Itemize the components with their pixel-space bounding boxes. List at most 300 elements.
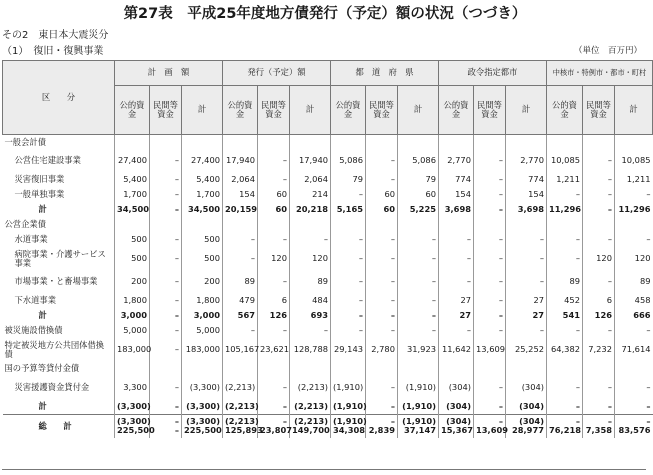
table-cell: –	[366, 150, 398, 173]
table-cell: 1,800	[182, 294, 223, 309]
table-cell	[615, 362, 653, 377]
cell-line-2: 37,147	[403, 425, 436, 436]
row-label: 災害復旧事業	[14, 174, 65, 185]
table-cell: –	[223, 233, 258, 248]
table-cell: 89	[547, 271, 583, 294]
table-cell: 25,252	[506, 339, 547, 362]
table-cell: –	[398, 271, 439, 294]
table-cell	[547, 218, 583, 233]
table-cell: –	[506, 233, 547, 248]
table-cell: 500	[115, 248, 150, 271]
row-label: 一般単独事業	[14, 189, 65, 200]
table-cell: 27,400	[182, 150, 223, 173]
table-cell: (2,213)	[290, 400, 331, 415]
row-label: 一般会計債	[4, 136, 46, 147]
table-cell	[258, 362, 290, 377]
table-cell	[474, 362, 506, 377]
table-cell	[506, 218, 547, 233]
header-todofuken: 都 道 府 県	[331, 61, 439, 86]
table-cell: 27	[439, 309, 474, 324]
table-cell: –	[258, 377, 290, 400]
table-cell	[331, 415, 366, 438]
table-cell: –	[258, 400, 290, 415]
table-cell: 6	[258, 294, 290, 309]
table-row	[3, 188, 653, 203]
table-cell: 17,940	[223, 150, 258, 173]
table-cell: 774	[506, 173, 547, 188]
table-cell: 34,500	[115, 203, 150, 218]
table-row	[3, 233, 653, 248]
table-cell: –	[366, 324, 398, 339]
table-cell: –	[150, 294, 182, 309]
table-row	[3, 362, 653, 377]
table-cell	[439, 218, 474, 233]
table-cell	[331, 218, 366, 233]
table-cell: –	[398, 233, 439, 248]
table-cell: –	[474, 324, 506, 339]
table-row	[3, 203, 653, 218]
table-cell	[223, 362, 258, 377]
table-cell: –	[439, 324, 474, 339]
table-cell: 20,159	[223, 203, 258, 218]
subheader-koteki: 公的資金	[331, 86, 366, 135]
header-keikaku: 計 画 額	[115, 61, 223, 86]
subheader-koteki: 公的資金	[223, 86, 258, 135]
unit-label: （単位 百万円）	[573, 46, 642, 56]
table-cell: 154	[506, 188, 547, 203]
table-cell: 6	[583, 294, 615, 309]
subheader-minkan: 民間等資金	[583, 86, 615, 135]
table-cell: 3,000	[115, 309, 150, 324]
table-row	[3, 248, 653, 271]
table-cell: 71,614	[615, 339, 653, 362]
table-cell: 10,085	[547, 150, 583, 173]
table-cell: 1,800	[115, 294, 150, 309]
subheader-kei: 計	[398, 86, 439, 135]
subheader-koteki: 公的資金	[439, 86, 474, 135]
table-row	[3, 339, 653, 362]
table-row	[3, 173, 653, 188]
table-cell	[439, 362, 474, 377]
table-cell: –	[366, 271, 398, 294]
table-cell: –	[331, 188, 366, 203]
table-cell: –	[331, 294, 366, 309]
table-cell	[258, 218, 290, 233]
table-cell	[258, 415, 293, 438]
table-cell	[506, 362, 547, 377]
subheader-kei: 計	[506, 86, 547, 135]
table-cell: (2,213)	[223, 377, 258, 400]
table-cell: 1,211	[615, 173, 653, 188]
table-cell: –	[258, 150, 290, 173]
table-cell: 60	[258, 188, 290, 203]
table-cell	[182, 415, 223, 438]
row-label: 被災施設借換債	[4, 325, 63, 336]
table-cell: 1,700	[182, 188, 223, 203]
table-cell	[290, 415, 331, 438]
table-cell: 5,400	[182, 173, 223, 188]
table-cell: 79	[398, 173, 439, 188]
table-cell: –	[615, 188, 653, 203]
table-cell: 3,698	[439, 203, 474, 218]
table-cell	[398, 135, 439, 150]
table-cell: –	[150, 150, 182, 173]
table-cell	[290, 135, 331, 150]
header-kubun: 区 分	[3, 61, 115, 135]
table-cell: –	[474, 173, 506, 188]
cell-line-1: –	[498, 416, 503, 427]
table-cell: 60	[366, 203, 398, 218]
cell-line-2: 34,308	[333, 425, 366, 436]
table-cell: –	[615, 377, 653, 400]
table-cell: 541	[547, 309, 583, 324]
row-label: 総 計	[38, 420, 72, 431]
table-cell: –	[439, 233, 474, 248]
cell-line-2: 149,700	[292, 425, 330, 436]
table-cell	[547, 415, 583, 438]
table-cell: 60	[398, 188, 439, 203]
cell-line-1: (1,910)	[402, 416, 436, 427]
table-cell: –	[258, 233, 290, 248]
subheader-kei: 計	[290, 86, 331, 135]
table-cell: 183,000	[182, 339, 223, 362]
table-cell: –	[150, 248, 182, 271]
subheader-minkan: 民間等資金	[258, 86, 290, 135]
table-cell: –	[474, 150, 506, 173]
table-title: 第27表 平成25年度地方債発行（予定）額の状況（つづき）	[123, 6, 527, 22]
table-cell: –	[290, 324, 331, 339]
table-cell	[115, 362, 150, 377]
table-cell: –	[439, 271, 474, 294]
table-cell: –	[547, 233, 583, 248]
table-cell: –	[366, 377, 398, 400]
table-cell: –	[223, 248, 258, 271]
table-cell: 79	[331, 173, 366, 188]
table-cell: (1,910)	[398, 377, 439, 400]
table-cell: –	[223, 324, 258, 339]
table-cell: –	[506, 248, 547, 271]
table-cell: –	[547, 400, 583, 415]
table-cell: 5,225	[398, 203, 439, 218]
table-cell: –	[366, 400, 398, 415]
table-cell	[150, 218, 182, 233]
cell-line-1: (1,910)	[333, 416, 367, 427]
cell-line-1: –	[282, 416, 287, 427]
cell-line-2: 125,893	[225, 425, 263, 436]
table-cell: 693	[290, 309, 331, 324]
table-cell: 11,642	[439, 339, 474, 362]
table-row	[3, 135, 653, 150]
table-cell: (3,300)	[115, 400, 150, 415]
subheader-koteki: 公的資金	[547, 86, 583, 135]
table-cell	[366, 415, 398, 438]
table-cell: 5,000	[182, 324, 223, 339]
table-cell: –	[331, 271, 366, 294]
table-cell: –	[150, 173, 182, 188]
section-heading: その2 東日本大震災分	[2, 30, 109, 41]
table-cell	[115, 218, 150, 233]
table-cell: 89	[223, 271, 258, 294]
table-cell: –	[398, 294, 439, 309]
table-cell: –	[366, 233, 398, 248]
table-cell: –	[474, 188, 506, 203]
table-cell: 20,218	[290, 203, 331, 218]
table-cell	[547, 362, 583, 377]
table-cell: (304)	[506, 377, 547, 400]
table-cell: 2,780	[366, 339, 398, 362]
table-cell: –	[258, 324, 290, 339]
table-cell: (1,910)	[398, 400, 439, 415]
table-cell: (304)	[439, 400, 474, 415]
table-cell: (3,300)	[182, 400, 223, 415]
table-cell: 484	[290, 294, 331, 309]
table-row	[3, 271, 653, 294]
table-cell	[223, 218, 258, 233]
subsection-heading: （1） 復旧・復興事業	[2, 46, 104, 57]
cell-line-1: –	[607, 416, 612, 427]
table-cell: –	[474, 233, 506, 248]
table-cell: –	[150, 324, 182, 339]
cell-line-2: 15,367	[441, 425, 474, 436]
table-cell: 2,770	[506, 150, 547, 173]
table-cell: 452	[547, 294, 583, 309]
row-label: 国の予算等貸付金債	[4, 363, 80, 374]
table-cell	[506, 135, 547, 150]
table-cell: 500	[115, 233, 150, 248]
table-cell: 666	[615, 309, 653, 324]
table-cell: –	[474, 271, 506, 294]
row-label: 公営企業債	[4, 219, 46, 230]
table-cell: 11,296	[615, 203, 653, 218]
subheader-minkan: 民間等資金	[474, 86, 506, 135]
table-cell	[290, 362, 331, 377]
table-cell	[583, 135, 615, 150]
table-cell: –	[258, 173, 290, 188]
table-header	[3, 61, 653, 135]
cell-line-1: (2,213)	[225, 416, 259, 427]
table-cell: –	[615, 233, 653, 248]
table-cell: –	[474, 400, 506, 415]
table-cell: 479	[223, 294, 258, 309]
table-cell: –	[615, 400, 653, 415]
cell-line-2: 83,576	[618, 425, 651, 436]
table-cell: –	[474, 294, 506, 309]
table-row	[3, 324, 653, 339]
cell-line-2: 28,977	[511, 425, 544, 436]
table-cell: –	[615, 324, 653, 339]
table-cell: –	[547, 377, 583, 400]
table-cell: –	[583, 173, 615, 188]
table-cell	[583, 218, 615, 233]
table-cell: (1,910)	[331, 400, 366, 415]
cell-line-2: 7,358	[585, 425, 612, 436]
table-cell: (2,213)	[223, 400, 258, 415]
table-cell: 154	[223, 188, 258, 203]
table-cell: 5,086	[331, 150, 366, 173]
table-cell: –	[583, 233, 615, 248]
table-cell: 89	[290, 271, 331, 294]
table-cell	[398, 362, 439, 377]
table-cell: –	[290, 233, 331, 248]
table-row	[3, 400, 653, 415]
table-row	[3, 294, 653, 309]
table-cell	[474, 218, 506, 233]
table-cell	[366, 135, 398, 150]
header-chukakushi: 中核市・特例市・都市・町村	[547, 61, 653, 86]
table-cell: 567	[223, 309, 258, 324]
table-cell: 34,500	[182, 203, 223, 218]
table-cell	[150, 135, 182, 150]
table-cell: 89	[615, 271, 653, 294]
cell-line-2: 2,839	[368, 425, 395, 436]
subheader-kei: 計	[615, 86, 653, 135]
table-cell: –	[366, 173, 398, 188]
row-label: 公営住宅建設事業	[14, 155, 81, 166]
table-cell: 60	[258, 203, 290, 218]
cell-line-2: 76,218	[549, 425, 582, 436]
row-label: 計	[38, 401, 47, 412]
row-label: 計	[38, 310, 47, 321]
table-row	[3, 415, 653, 438]
table-cell	[182, 218, 223, 233]
table-cell: –	[583, 150, 615, 173]
table-cell: –	[583, 324, 615, 339]
table-cell	[615, 218, 653, 233]
table-cell: –	[366, 248, 398, 271]
table-cell	[615, 135, 653, 150]
table-cell: –	[150, 203, 182, 218]
table-cell: –	[331, 233, 366, 248]
subheader-minkan: 民間等資金	[150, 86, 182, 135]
table-cell	[615, 415, 653, 438]
table-row	[3, 150, 653, 173]
table-cell: –	[583, 271, 615, 294]
table-cell: 183,000	[115, 339, 150, 362]
table-row	[3, 218, 653, 233]
table-cell: 27	[506, 309, 547, 324]
table-cell: –	[474, 309, 506, 324]
table-cell: 11,296	[547, 203, 583, 218]
table-cell	[583, 415, 615, 438]
table-cell: –	[150, 188, 182, 203]
table-cell	[366, 362, 398, 377]
table-cell: –	[583, 377, 615, 400]
subheader-kei: 計	[182, 86, 223, 135]
table-cell: 3,698	[506, 203, 547, 218]
table-cell: 1,700	[115, 188, 150, 203]
table-cell: –	[547, 324, 583, 339]
table-cell: 10,085	[615, 150, 653, 173]
table-cell: 64,382	[547, 339, 583, 362]
cell-line-2: 13,609	[476, 425, 509, 436]
table-cell: –	[331, 324, 366, 339]
table-cell: 200	[182, 271, 223, 294]
table-cell	[398, 218, 439, 233]
table-cell	[258, 135, 290, 150]
cell-line-2: 225,500	[184, 425, 222, 436]
table-cell: 5,086	[398, 150, 439, 173]
row-label: 下水道事業	[14, 295, 56, 306]
table-cell	[331, 135, 366, 150]
table-cell	[290, 218, 331, 233]
table-cell: 27	[506, 294, 547, 309]
table-cell: 120	[615, 248, 653, 271]
table-cell: –	[366, 309, 398, 324]
row-label: 計	[38, 204, 47, 215]
table-cell: 17,940	[290, 150, 331, 173]
table-cell	[182, 135, 223, 150]
table-cell	[439, 415, 474, 438]
table-cell	[474, 135, 506, 150]
table-cell: (3,300)	[182, 377, 223, 400]
table-cell: –	[150, 400, 182, 415]
table-cell: –	[506, 324, 547, 339]
subheader-koteki: 公的資金	[115, 86, 150, 135]
table-cell: –	[474, 377, 506, 400]
table-cell: 126	[583, 309, 615, 324]
table-cell	[506, 415, 547, 438]
table-cell: 120	[583, 248, 615, 271]
cell-line-1: (3,300)	[117, 416, 151, 427]
cell-line-2: 23,807	[260, 425, 293, 436]
table-cell: 60	[366, 188, 398, 203]
header-seirei: 政令指定都市	[439, 61, 547, 86]
table-cell: 128,788	[290, 339, 331, 362]
table-cell: –	[150, 233, 182, 248]
table-cell: 27,400	[115, 150, 150, 173]
table-cell: –	[366, 294, 398, 309]
table-cell: –	[439, 248, 474, 271]
table-cell: –	[398, 324, 439, 339]
table-cell: 120	[258, 248, 290, 271]
table-cell	[474, 415, 509, 438]
table-cell: 31,923	[398, 339, 439, 362]
subheader-minkan: 民間等資金	[366, 86, 398, 135]
table-cell: –	[583, 188, 615, 203]
table-cell: 3,000	[182, 309, 223, 324]
table-cell	[398, 415, 439, 438]
table-row	[3, 309, 653, 324]
bond-table	[2, 60, 653, 438]
table-cell: –	[547, 248, 583, 271]
cell-line-2: 225,500	[117, 425, 155, 436]
table-cell: 120	[290, 248, 331, 271]
table-cell: 5,000	[115, 324, 150, 339]
table-cell: 5,165	[331, 203, 366, 218]
table-cell: –	[150, 309, 182, 324]
table-cell: 29,143	[331, 339, 366, 362]
table-cell: –	[150, 377, 182, 400]
table-cell: 500	[182, 248, 223, 271]
table-cell: (304)	[439, 377, 474, 400]
table-cell: 458	[615, 294, 653, 309]
cell-line-1: –	[174, 416, 179, 427]
table-cell: –	[474, 203, 506, 218]
table-cell: 2,064	[223, 173, 258, 188]
cell-line-1: (3,300)	[186, 416, 220, 427]
table-cell	[182, 362, 223, 377]
cell-line-1: –	[646, 416, 651, 427]
table-body	[3, 135, 653, 438]
table-cell	[223, 415, 263, 438]
table-cell	[115, 415, 155, 438]
table-cell: –	[150, 271, 182, 294]
table-cell: 1,211	[547, 173, 583, 188]
table-cell	[331, 362, 366, 377]
table-cell	[583, 362, 615, 377]
table-cell: –	[547, 188, 583, 203]
cell-line-1: (304)	[519, 416, 544, 427]
